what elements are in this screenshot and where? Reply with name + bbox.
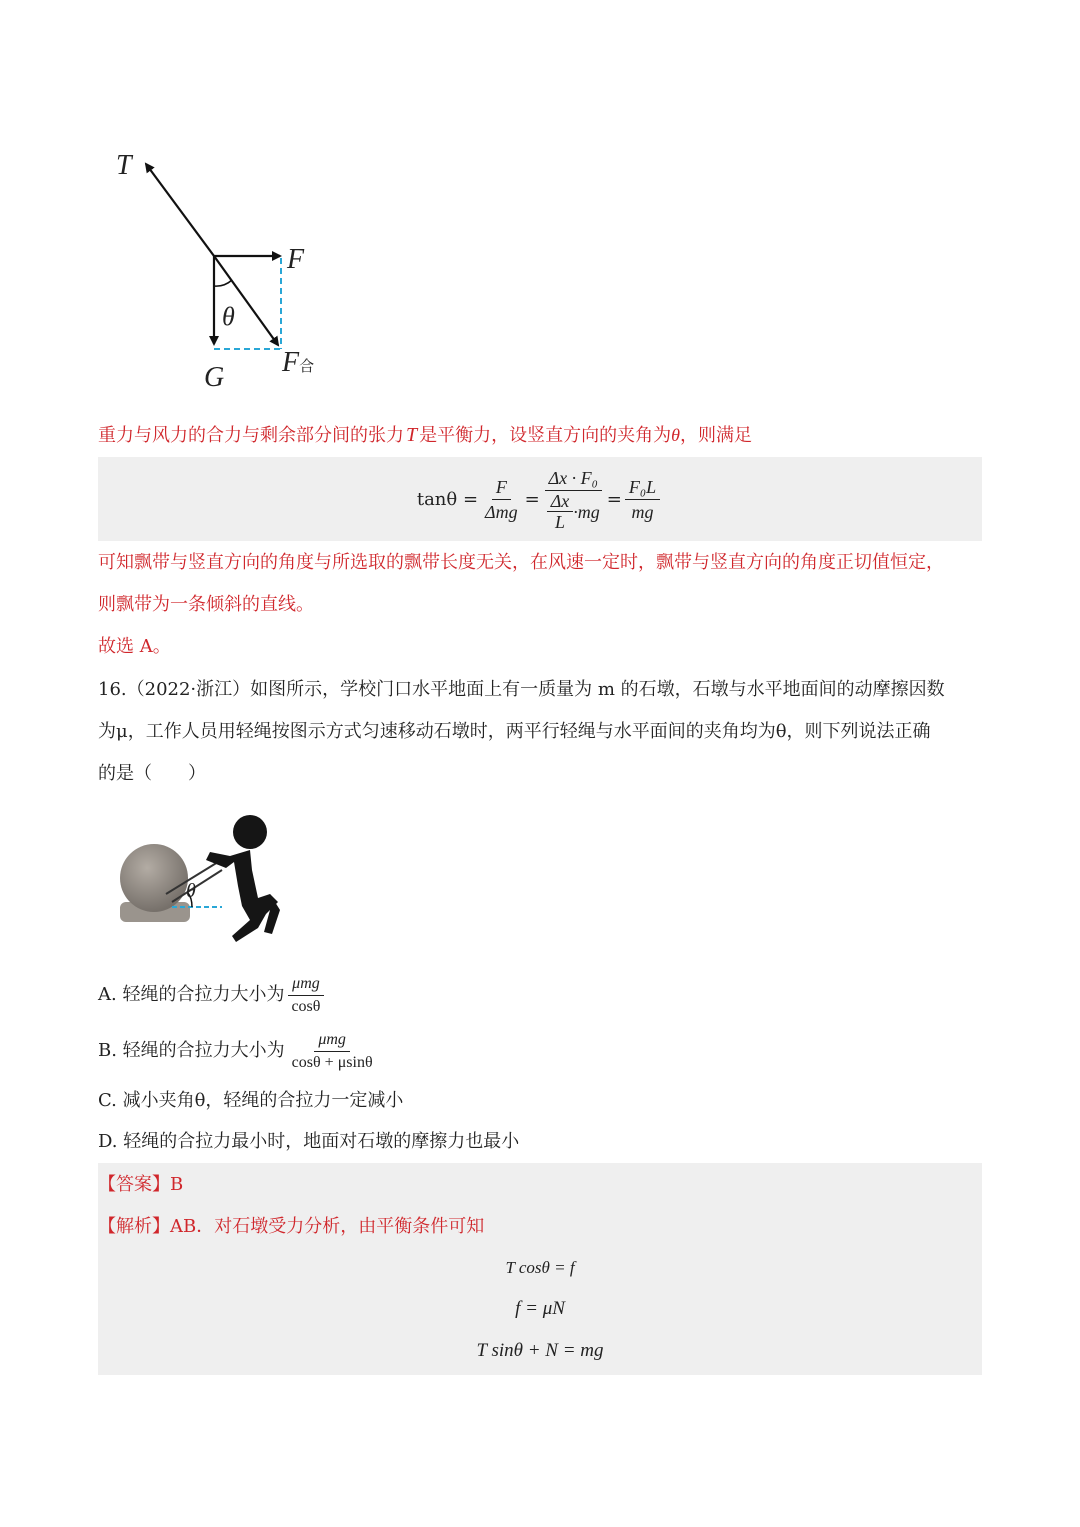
label-F: F [287,244,305,275]
fraction-3-den: mg [631,501,654,522]
option-b [98,1028,380,1074]
option-a [98,972,327,1018]
option-b-fraction [288,1030,377,1073]
option-a-fraction [287,974,324,1017]
label-G: G [204,362,225,393]
option-b-text: B. 轻绳的合拉力大小为 [98,1040,285,1061]
conclusion-line-1: 可知飘带与竖直方向的角度与所选取的飘带长度无关，在风速一定时，飘带与竖直方向的角度正切值恒定， [98,552,944,573]
analysis-line-1a: 重力与风力的合力与剩余部分间的张力 [98,425,404,446]
stone-pier-figure [110,810,290,950]
analysis-T: T [406,424,418,446]
tan-formula [98,460,982,538]
option-b-den: cosθ + μsinθ [291,1053,373,1071]
fraction-1-num: F [492,476,511,500]
option-a-text: A. 轻绳的合拉力大小为 [98,984,285,1005]
question-16-line-1: 16.（2022·浙江）如图所示，学校门口水平地面上有一质量为 m 的石墩，石墩与水平地面间的动摩擦因数 [98,679,945,700]
answer-value: B [170,1174,184,1195]
label-T: T [116,150,132,181]
analysis-label: 【解析】 [98,1216,170,1237]
fraction-3 [625,476,660,523]
equation-1: T cosθ = f [505,1258,575,1277]
equation-2: f = μN [515,1298,565,1319]
fraction-2-den [543,491,604,531]
label-F-resultant [282,347,314,379]
question-16-line-3: 的是（ ） [98,763,206,784]
analysis-line-1b: 是平衡力，设竖直方向的夹角为 [419,425,672,446]
label-F-resultant-sub: 合 [299,357,315,375]
formula-lhs: tanθ = [416,488,479,510]
answer-label: 【答案】 [98,1174,170,1195]
label-theta: θ [222,302,235,331]
question-16-line-2: 为μ，工作人员用轻绳按图示方式匀速移动石墩时，两平行轻绳与水平面间的夹角均为θ，则下列说法正确 [98,721,931,742]
analysis-line-1c: ，则满足 [679,425,752,446]
tension-arrow [146,164,214,256]
option-b-num: μmg [314,1030,350,1052]
stone-ball [120,844,188,912]
option-d: D. 轻绳的合拉力最小时，地面对石墩的摩擦力也最小 [98,1131,520,1152]
formula-eq-1: = [524,488,540,510]
fraction-2-num: Δx · F₀ [545,467,602,491]
label-F-resultant-main: F [282,347,300,378]
nested-fraction-tail: ·mg [573,501,600,522]
option-c: C. 减小夹角θ，轻绳的合拉力一定减小 [98,1090,404,1111]
equation-3: T sinθ + N = mg [476,1340,604,1361]
figure-theta: θ [186,880,196,902]
conclusion-line-2: 则飘带为一条倾斜的直线。 [98,594,314,615]
theta-arc [214,280,232,286]
nested-fraction-den: L [554,512,565,532]
analysis-text: AB．对石墩受力分析，由平衡条件可知 [170,1216,485,1237]
fraction-3-num: F₀L [625,476,660,500]
answer-line [98,1172,183,1198]
analysis-theta: θ [671,425,680,445]
option-a-num: μmg [288,974,324,996]
worker-head [233,815,267,849]
formula-eq-2: = [606,488,622,510]
analysis-line-1 [98,422,752,449]
fraction-1-den: Δmg [485,501,518,522]
nested-fraction-num: Δx [547,492,574,512]
fraction-2 [543,467,604,531]
nested-fraction [547,492,574,531]
fraction-1 [481,476,522,523]
choice-line: 故选 A。 [98,636,171,657]
analysis-line [98,1214,484,1240]
option-a-den: cosθ [291,997,321,1015]
